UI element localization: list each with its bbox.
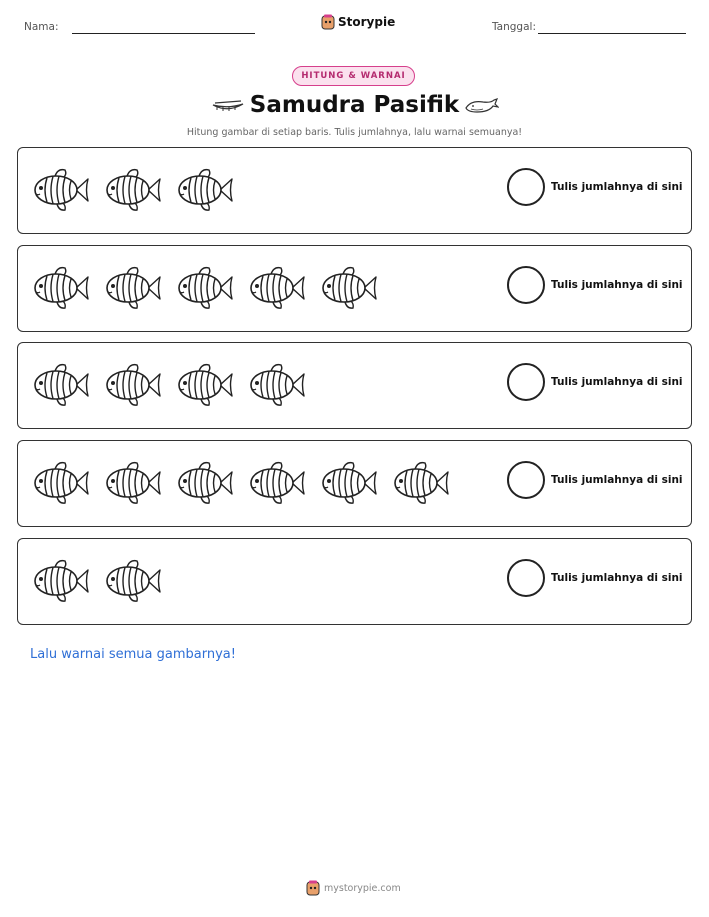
answer-circle[interactable] (507, 461, 545, 499)
page-title: Samudra Pasifik (249, 92, 460, 118)
clownfish-icon[interactable] (103, 164, 163, 216)
clownfish-icon[interactable] (319, 262, 379, 314)
brand-logo (321, 14, 395, 30)
fish-group (31, 555, 163, 607)
clownfish-icon[interactable] (103, 555, 163, 607)
answer-label: Tulis jumlahnya di sini (551, 376, 683, 388)
clownfish-icon[interactable] (103, 457, 163, 509)
fish-group (31, 359, 307, 411)
counting-row (17, 342, 692, 429)
clownfish-icon[interactable] (31, 457, 91, 509)
activity-badge: HITUNG & WARNAI (292, 66, 415, 86)
date-line[interactable] (538, 33, 686, 34)
answer-circle[interactable] (507, 559, 545, 597)
fish-group (31, 164, 235, 216)
answer-label: Tulis jumlahnya di sini (551, 279, 683, 291)
storypie-mascot-icon (306, 880, 320, 896)
clownfish-icon[interactable] (31, 555, 91, 607)
clownfish-icon[interactable] (247, 457, 307, 509)
date-label: Tanggal: (492, 21, 536, 33)
fish-group (31, 457, 451, 509)
clownfish-icon[interactable] (103, 359, 163, 411)
clownfish-icon[interactable] (391, 457, 451, 509)
clownfish-icon[interactable] (103, 262, 163, 314)
answer-circle[interactable] (507, 266, 545, 304)
clownfish-icon[interactable] (319, 457, 379, 509)
clownfish-icon[interactable] (31, 164, 91, 216)
counting-row (17, 538, 692, 625)
name-label: Nama: (24, 21, 59, 33)
whale-icon (463, 96, 499, 116)
answer-label: Tulis jumlahnya di sini (551, 474, 683, 486)
clownfish-icon[interactable] (247, 262, 307, 314)
footer-note: Lalu warnai semua gambarnya! (30, 647, 236, 662)
answer-circle[interactable] (507, 363, 545, 401)
clownfish-icon[interactable] (175, 457, 235, 509)
clownfish-icon[interactable] (31, 359, 91, 411)
footer-brand (306, 880, 401, 896)
brand-name: Storypie (338, 15, 396, 29)
answer-circle[interactable] (507, 168, 545, 206)
clownfish-icon[interactable] (247, 359, 307, 411)
footer-url: mystorypie.com (324, 882, 401, 894)
clownfish-icon[interactable] (175, 262, 235, 314)
storypie-mascot-icon (321, 14, 335, 30)
name-line[interactable] (72, 33, 255, 34)
counting-row (17, 147, 692, 234)
fish-group (31, 262, 379, 314)
answer-label: Tulis jumlahnya di sini (551, 572, 683, 584)
clownfish-icon[interactable] (175, 164, 235, 216)
instructions: Hitung gambar di setiap baris. Tulis jumlahnya, lalu warnai semuanya! (186, 127, 523, 138)
counting-row (17, 245, 692, 332)
answer-label: Tulis jumlahnya di sini (551, 181, 683, 193)
counting-row (17, 440, 692, 527)
clownfish-icon[interactable] (175, 359, 235, 411)
clownfish-icon[interactable] (31, 262, 91, 314)
